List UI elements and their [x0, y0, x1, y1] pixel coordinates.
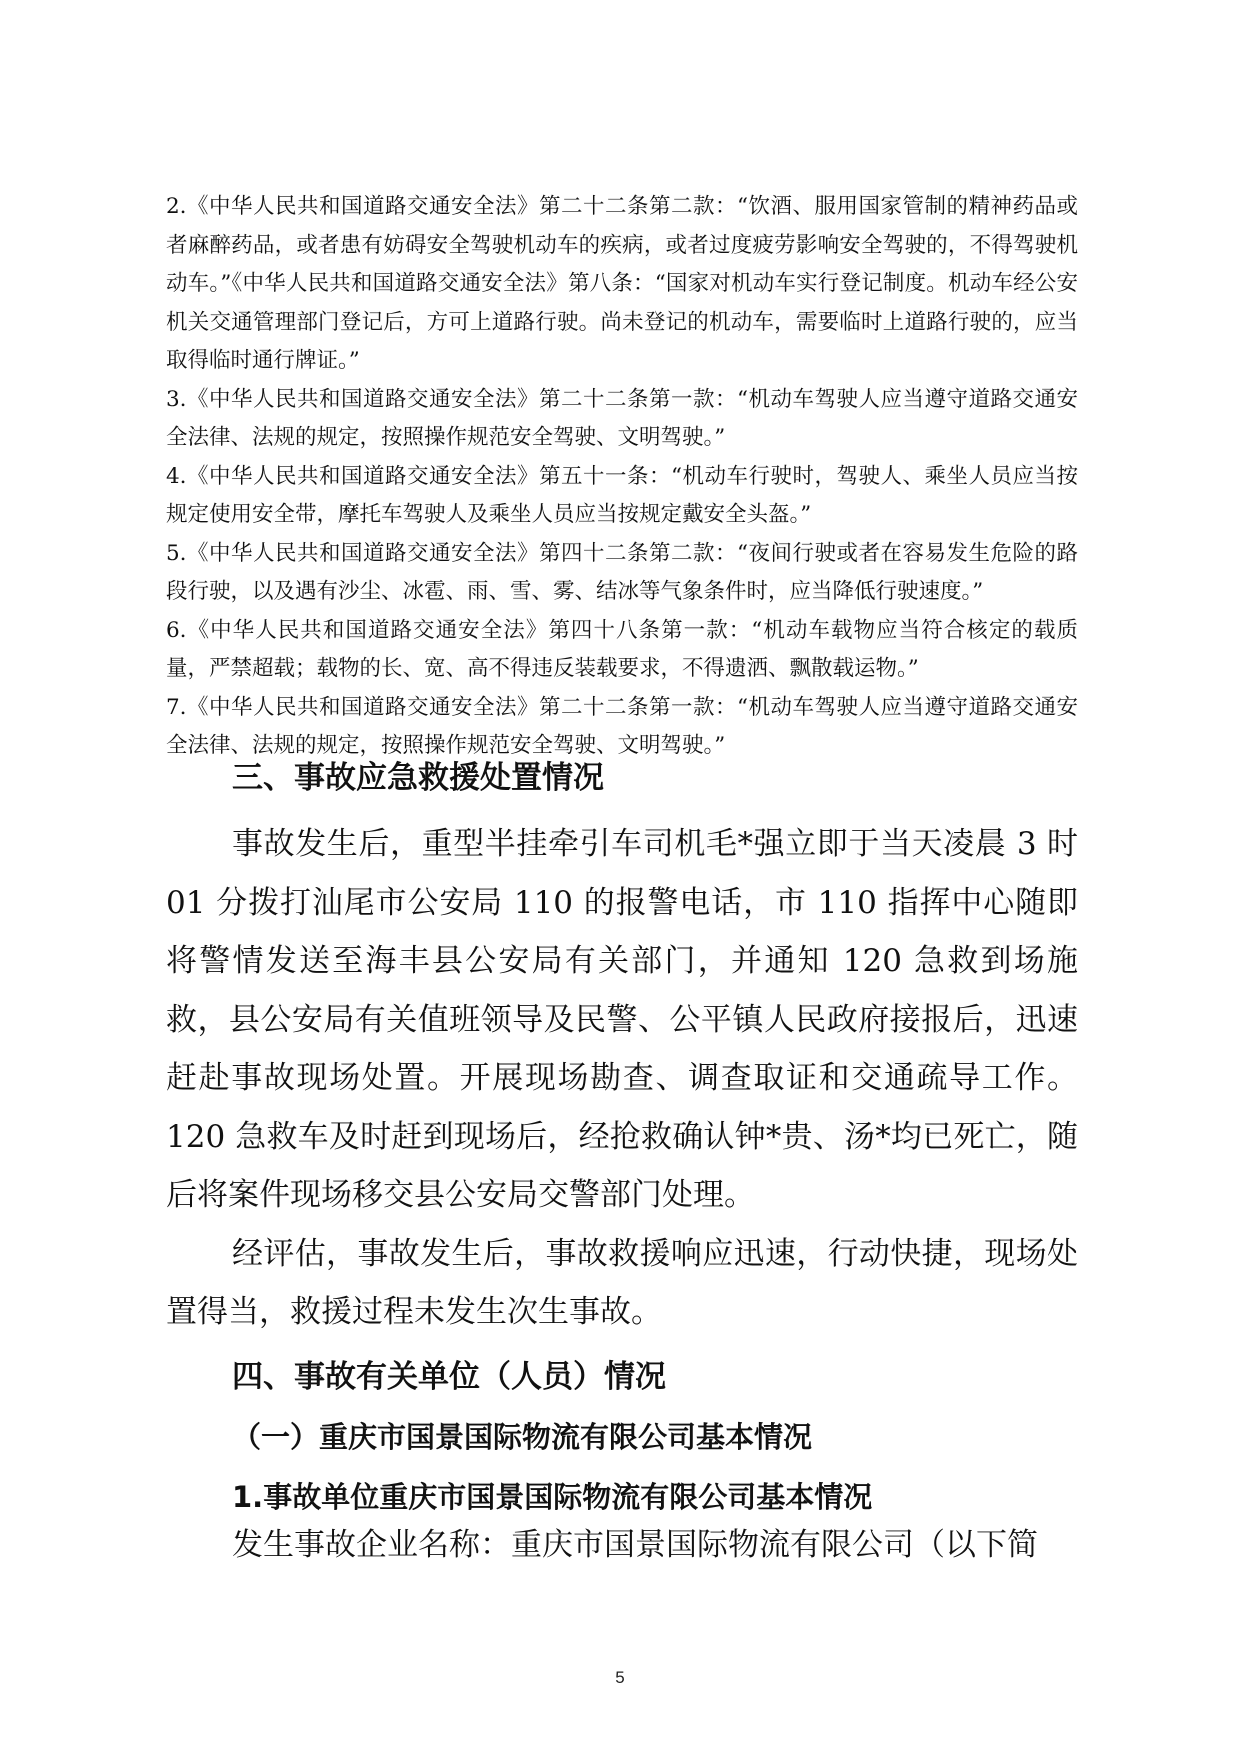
legal-notes [166, 188, 1078, 766]
legal-note-2: 2.《中华人民共和国道路交通安全法》第二十二条第二款：“饮酒、服用国家管制的精神药品或者麻醉药品，或者患有妨碍安全驾驶机动车的疾病，或者过度疲劳影响安全驾驶的，不得驾驶机动车。”《中华人民共和国道路交通安全法》第八条：“国家对机动车实行登记制度。机动车经公安机关交通管理部门登记后，方可上道路行驶。尚未登记的机动车，需要临时上道路行驶的，应当取得临时通行牌证。” [166, 194, 1078, 373]
legal-note-7: 7.《中华人民共和国道路交通安全法》第二十二条第一款：“机动车驾驶人应当遵守道路交通安全法律、法规的规定，按照操作规范安全驾驶、文明驾驶。” [166, 694, 1078, 758]
section-4-subheading-1-1: 1.事故单位重庆市国景国际物流有限公司基本情况 [232, 1479, 873, 1514]
section-4-heading: 四、事故有关单位（人员）情况 [232, 1358, 666, 1395]
legal-note-3: 3.《中华人民共和国道路交通安全法》第二十二条第一款：“机动车驾驶人应当遵守道路交通安全法律、法规的规定，按照操作规范安全驾驶、文明驾驶。” [166, 386, 1078, 450]
section-4-subheading-1: （一）重庆市国景国际物流有限公司基本情况 [232, 1419, 813, 1454]
section-3-heading: 三、事故应急救援处置情况 [232, 760, 604, 796]
legal-note-4: 4.《中华人民共和国道路交通安全法》第五十一条：“机动车行驶时，驾驶人、乘坐人员应当按规定使用安全带，摩托车驾驶人及乘坐人员应当按规定戴安全头盔。” [166, 463, 1078, 527]
page-number: 5 [615, 1668, 625, 1687]
legal-note-6: 6.《中华人民共和国道路交通安全法》第四十八条第一款：“机动车载物应当符合核定的载质量，严禁超载；载物的长、宽、高不得违反装载要求，不得遗洒、飘散载运物。” [166, 617, 1078, 681]
section-3-paragraph-2: 经评估，事故发生后，事故救援响应迅速，行动快捷，现场处置得当，救援过程未发生次生事故。 [166, 1235, 1078, 1330]
legal-note-5: 5.《中华人民共和国道路交通安全法》第四十二条第二款：“夜间行驶或者在容易发生危险的路段行驶，以及遇有沙尘、冰雹、雨、雪、雾、结冰等气象条件时，应当降低行驶速度。” [166, 540, 1078, 604]
section-3-paragraph-1: 事故发生后，重型半挂牵引车司机毛*强立即于当天凌晨 3 时 01 分拨打汕尾市公安局 110 的报警电话，市 110 指挥中心随即将警情发送至海丰县公安局有关部门，并通知 120 急救到场施救，县公安局有关值班领导及民警、公平镇人民政府接报后，迅速赶赴事故现场处置。开展现场勘查、调查取证和交通疏导工作。120 急救车及时赶到现场后，经抢救确认钟*贵、汤*均已死亡，随后将案件现场移交县公安局交警部门处理。 [166, 826, 1078, 1213]
main-body [166, 755, 1078, 1568]
section-4-paragraph-1: 发生事故企业名称：重庆市国景国际物流有限公司（以下简 [232, 1526, 1038, 1563]
